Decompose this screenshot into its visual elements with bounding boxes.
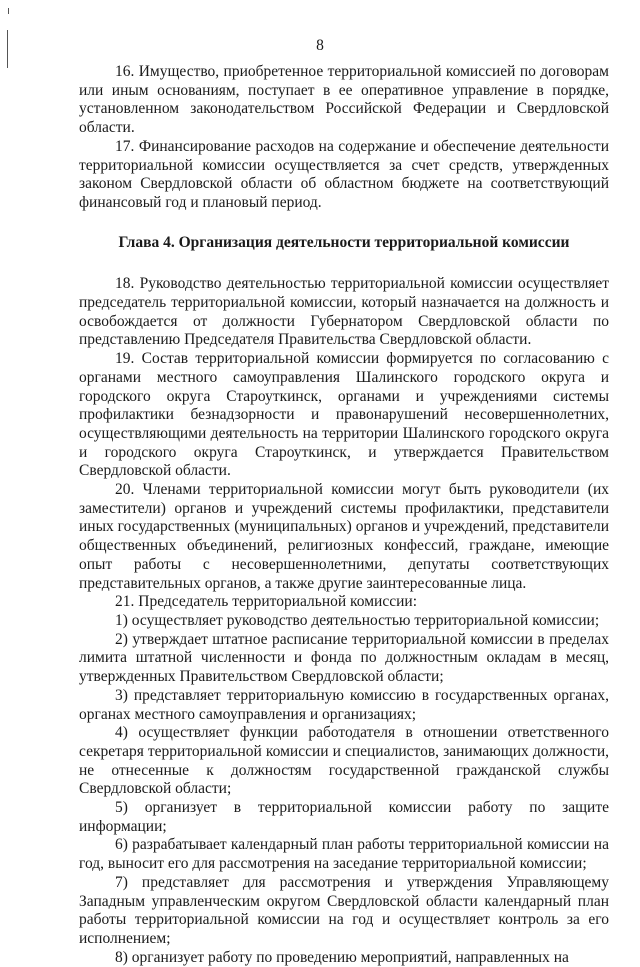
chapter-title: Глава 4. Организация деятельности территориальной комиссии: [118, 233, 570, 251]
scan-edge-mark-top: [8, 8, 9, 14]
paragraph-20: 20. Членами территориальной комиссии могут быть руководители (их заместители) органов и учреждений системы профилактики, представители иных государственных (муниципальных) органов и учреждений, представители общественных объединений, религиозных конфессий, граждане, имеющие опыт работы с несовершеннолетними, депутаты соответствующих представительных органов, а также другие заинтересованные лица.: [79, 481, 609, 592]
paragraph-16: 16. Имущество, приобретенное территориальной комиссией по договорам или иным основаниям, поступает в ее оперативное управление в порядке, установленном законодательством Российской Федерации и Свердловской области.: [79, 63, 609, 137]
page-number: 8: [316, 37, 324, 54]
list-item-4: 4) осуществляет функции работодателя в отношении ответственного секретаря территориальной комиссии и специалистов, занимающих должности, не отнесенные к должностям государственной гражданской службы Свердловской области;: [79, 724, 609, 798]
list-item-6: 6) разрабатывает календарный план работы территориальной комиссии на год, выносит его для рассмотрения на заседание территориальной комиссии;: [79, 836, 609, 873]
paragraph-17: 17. Финансирование расходов на содержание и обеспечение деятельности территориальной комиссии осуществляется за счет средств, утвержденных законом Свердловской области об областном бюджете на соответствующий финансовый год и плановый период.: [79, 137, 609, 211]
paragraph-18: 18. Руководство деятельностью территориальной комиссии осуществляет председатель территориальной комиссии, который назначается на должность и освобождается от должности Губернатором Свердловской области по представлению Председателя Правительства Свердловской области.: [79, 275, 609, 349]
paragraph-19: 19. Состав территориальной комиссии формируется по согласованию с органами местного самоуправления Шалинского городского округа и городского округа Староуткинск, органами и учреждениями системы профилактики безнадзорности и правонарушений несовершеннолетних, осуществляющими деятельность на территории Шалинского городского округа и городского округа Староуткинск, и утверждается Правительством Свердловской области.: [79, 350, 609, 480]
list-item-8: 8) организует работу по проведению мероприятий, направленных на: [115, 948, 569, 966]
list-item-2: 2) утверждает штатное расписание территориальной комиссии в пределах лимита штатной численности и фонда по должностным окладам в месяц, утвержденных Правительством Свердловской области;: [79, 630, 609, 686]
list-item-7: 7) представляет для рассмотрения и утверждения Управляющему Западным управленческим округом Свердловской области календарный план работы территориальной комиссии на год и осуществляет контроль за его исполнением;: [79, 873, 609, 947]
list-item-3: 3) представляет территориальную комиссию в государственных органах, органах местного самоуправления и организациях;: [79, 686, 609, 723]
paragraph-21: 21. Председатель территориальной комиссии:: [115, 593, 418, 611]
list-item-5: 5) организует в территориальной комиссии работу по защите информации;: [79, 799, 609, 835]
list-item-1: 1) осуществляет руководство деятельностью территориальной комиссии;: [115, 611, 600, 629]
document-body: [79, 63, 609, 967]
